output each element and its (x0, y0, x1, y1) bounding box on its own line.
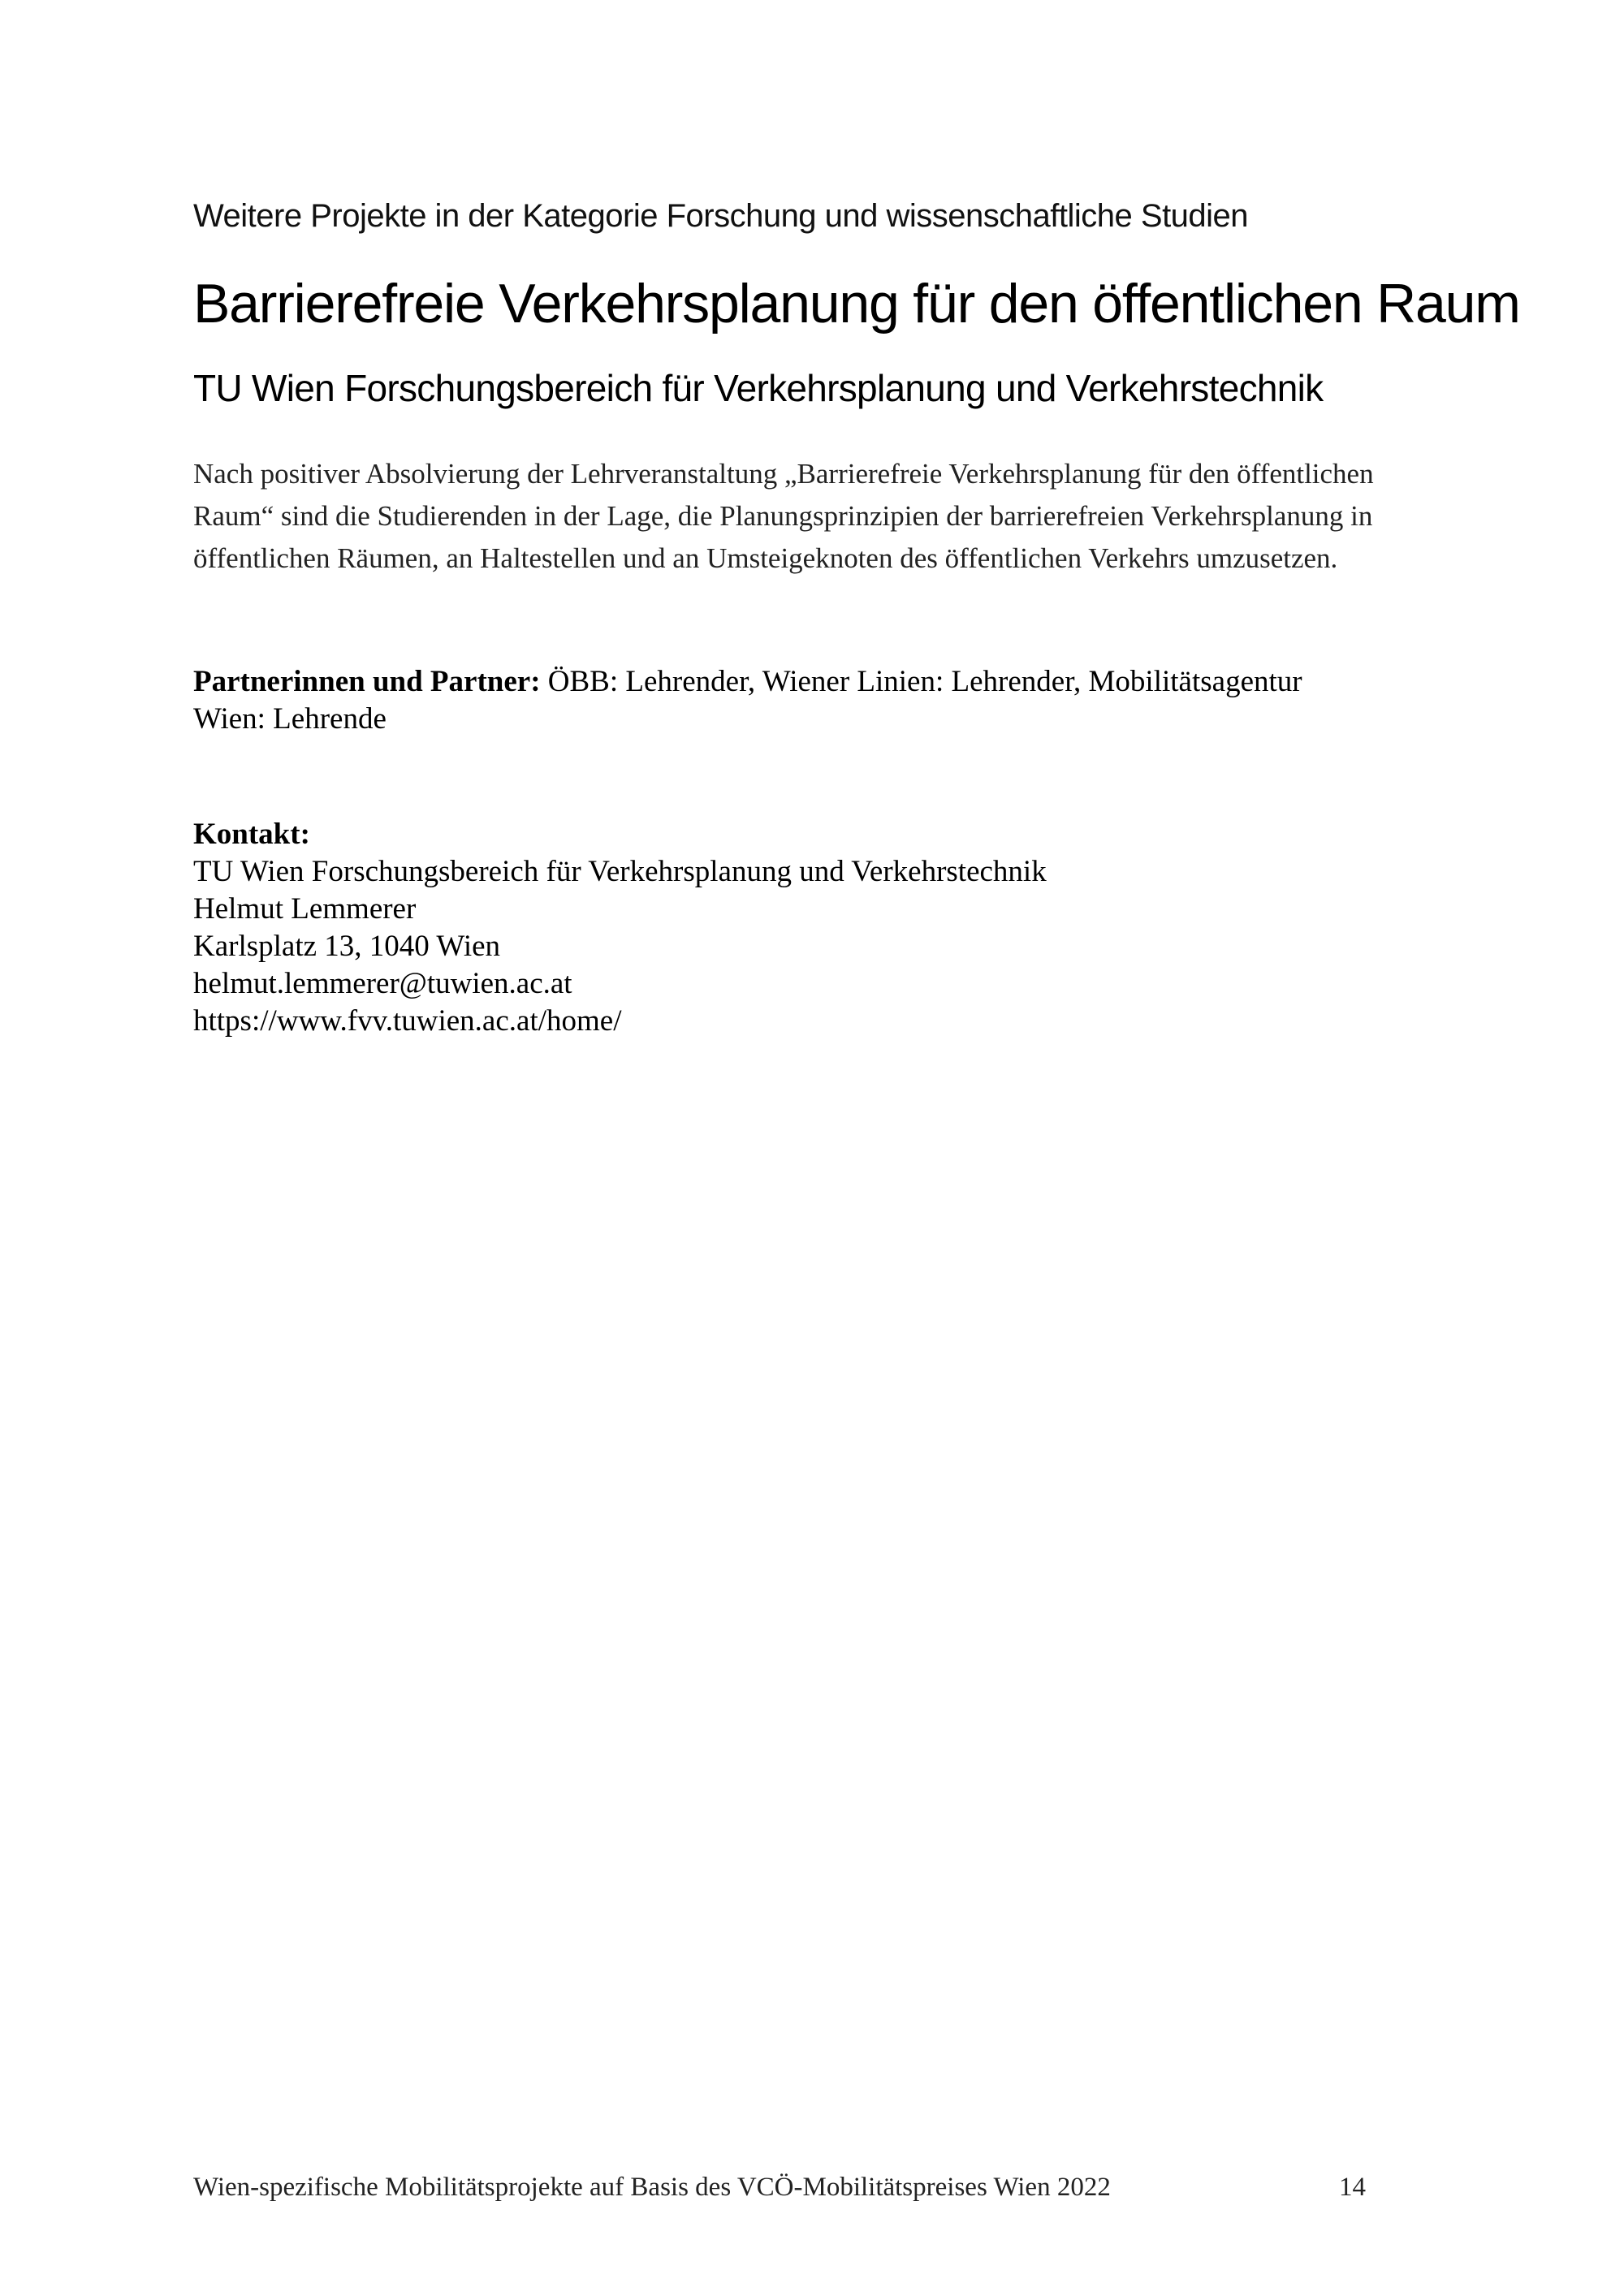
contact-label: Kontakt: (193, 818, 310, 851)
page-content (193, 195, 1520, 1040)
project-title: Barrierefreie Verkehrsplanung für den öffentlichen Raum (193, 273, 1520, 334)
partners-paragraph (193, 663, 1379, 738)
contact-email[interactable]: helmut.lemmerer@tuwien.ac.at (193, 967, 572, 1000)
contact-address: Karlsplatz 13, 1040 Wien (193, 930, 501, 963)
contact-block (193, 816, 1436, 1040)
page-number: 14 (1339, 2173, 1366, 2202)
partners-text: ÖBB: Lehrender, Wiener Linien: Lehrender, Mobilitätsagentur Wien: Lehrende (193, 665, 1302, 736)
category-kicker: Weitere Projekte in der Kategorie Forschung und wissenschaftliche Studien (193, 198, 1249, 234)
project-description: Nach positiver Absolvierung der Lehrveranstaltung „Barrierefreie Verkehrsplanung für den öffentlichen Raum“ sind die Studierenden in der Lage, die Planungsprinzipien der barrierefreien Verkehrsplanung in öffentlichen Räumen, an Haltestellen und an Umsteigeknoten des öffentlichen Verkehrs umzusetzen. (193, 458, 1374, 574)
footer-text: Wien-spezifische Mobilitätsprojekte auf Basis des VCÖ-Mobilitätspreises Wien 2022 (193, 2173, 1111, 2202)
partners-label: Partnerinnen und Partner: (193, 665, 541, 698)
project-subtitle: TU Wien Forschungsbereich für Verkehrsplanung und Verkehrstechnik (193, 367, 1324, 409)
contact-organization: TU Wien Forschungsbereich für Verkehrsplanung und Verkehrstechnik (193, 855, 1047, 888)
contact-website[interactable]: https://www.fvv.tuwien.ac.at/home/ (193, 1004, 622, 1038)
contact-person: Helmut Lemmerer (193, 892, 417, 926)
